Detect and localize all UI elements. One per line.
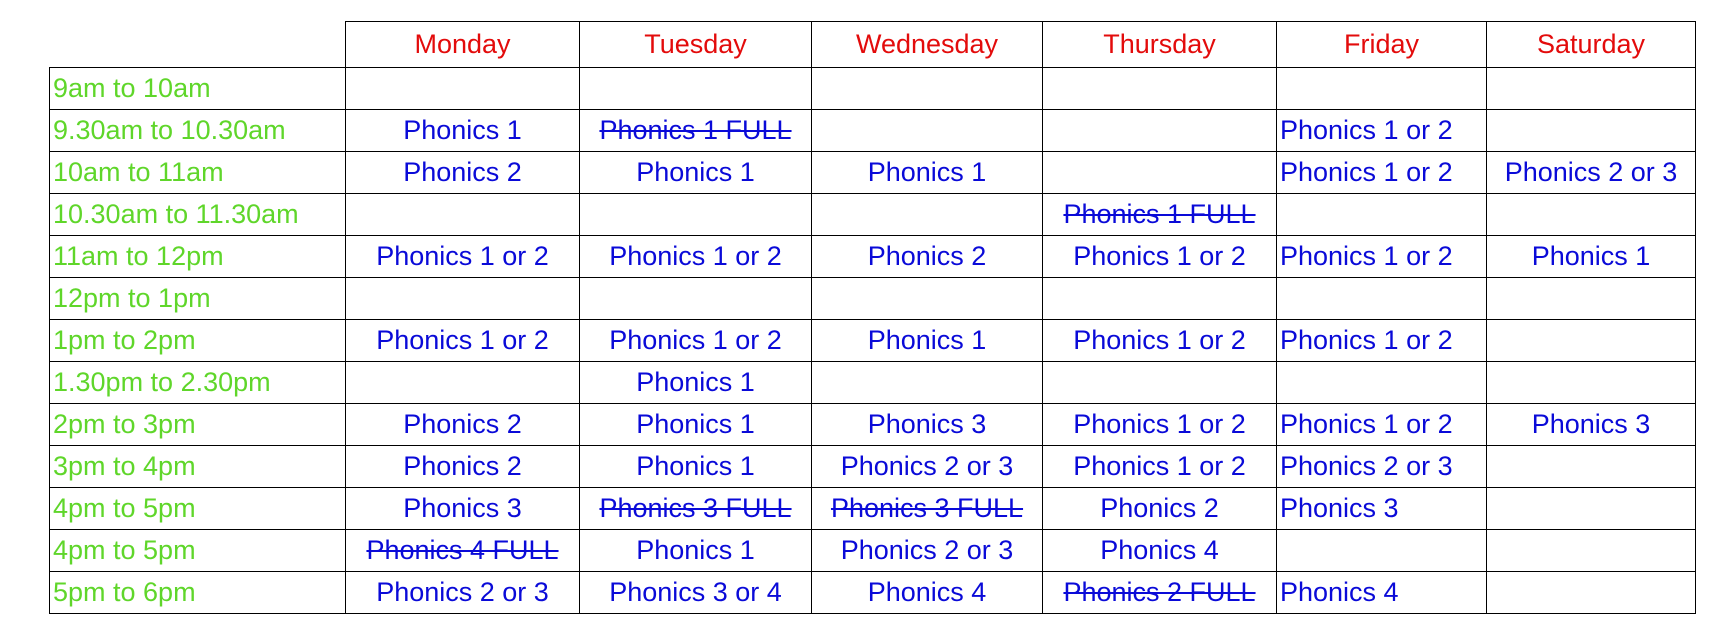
time-slot-label: 10.30am to 11.30am xyxy=(50,194,346,236)
class-cell-wednesday xyxy=(812,68,1043,110)
class-cell-monday xyxy=(346,68,580,110)
class-cell-tuesday: Phonics 1 FULL xyxy=(580,110,812,152)
class-cell-tuesday: Phonics 3 FULL xyxy=(580,488,812,530)
class-cell-thursday: Phonics 1 or 2 xyxy=(1043,236,1277,278)
class-cell-thursday xyxy=(1043,152,1277,194)
class-cell-monday: Phonics 3 xyxy=(346,488,580,530)
class-cell-friday xyxy=(1277,68,1487,110)
table-row xyxy=(50,362,1696,404)
class-cell-friday: Phonics 1 or 2 xyxy=(1277,110,1487,152)
class-cell-monday: Phonics 2 xyxy=(346,446,580,488)
class-cell-saturday xyxy=(1487,68,1696,110)
class-cell-thursday xyxy=(1043,110,1277,152)
class-cell-wednesday: Phonics 1 xyxy=(812,152,1043,194)
timetable xyxy=(49,21,1696,614)
class-cell-tuesday: Phonics 3 or 4 xyxy=(580,572,812,614)
class-cell-friday xyxy=(1277,530,1487,572)
class-cell-tuesday xyxy=(580,68,812,110)
table-row xyxy=(50,488,1696,530)
class-cell-tuesday xyxy=(580,278,812,320)
class-cell-wednesday: Phonics 2 xyxy=(812,236,1043,278)
table-row xyxy=(50,404,1696,446)
class-cell-saturday xyxy=(1487,110,1696,152)
class-cell-thursday: Phonics 4 xyxy=(1043,530,1277,572)
table-row xyxy=(50,194,1696,236)
time-slot-label: 12pm to 1pm xyxy=(50,278,346,320)
class-cell-friday: Phonics 1 or 2 xyxy=(1277,152,1487,194)
class-cell-friday xyxy=(1277,362,1487,404)
class-cell-saturday: Phonics 1 xyxy=(1487,236,1696,278)
class-cell-monday: Phonics 1 xyxy=(346,110,580,152)
class-cell-tuesday: Phonics 1 or 2 xyxy=(580,320,812,362)
class-cell-friday: Phonics 1 or 2 xyxy=(1277,404,1487,446)
class-cell-tuesday: Phonics 1 xyxy=(580,362,812,404)
table-row xyxy=(50,152,1696,194)
class-cell-tuesday: Phonics 1 or 2 xyxy=(580,236,812,278)
class-cell-friday: Phonics 1 or 2 xyxy=(1277,320,1487,362)
table-row xyxy=(50,446,1696,488)
class-cell-saturday xyxy=(1487,362,1696,404)
class-cell-monday xyxy=(346,194,580,236)
class-cell-saturday xyxy=(1487,278,1696,320)
class-cell-monday: Phonics 4 FULL xyxy=(346,530,580,572)
time-slot-label: 1pm to 2pm xyxy=(50,320,346,362)
time-slot-label: 10am to 11am xyxy=(50,152,346,194)
corner-cell xyxy=(50,22,346,68)
day-header-wednesday: Wednesday xyxy=(812,22,1043,68)
table-row xyxy=(50,110,1696,152)
time-slot-label: 3pm to 4pm xyxy=(50,446,346,488)
class-cell-monday: Phonics 1 or 2 xyxy=(346,236,580,278)
class-cell-saturday xyxy=(1487,446,1696,488)
table-row xyxy=(50,572,1696,614)
class-cell-friday xyxy=(1277,194,1487,236)
class-cell-tuesday: Phonics 1 xyxy=(580,404,812,446)
class-cell-thursday xyxy=(1043,68,1277,110)
time-slot-label: 9.30am to 10.30am xyxy=(50,110,346,152)
class-cell-friday xyxy=(1277,278,1487,320)
class-cell-wednesday xyxy=(812,278,1043,320)
class-cell-monday xyxy=(346,278,580,320)
time-slot-label: 9am to 10am xyxy=(50,68,346,110)
class-cell-tuesday: Phonics 1 xyxy=(580,446,812,488)
class-cell-wednesday: Phonics 3 FULL xyxy=(812,488,1043,530)
time-slot-label: 5pm to 6pm xyxy=(50,572,346,614)
table-row xyxy=(50,68,1696,110)
class-cell-wednesday: Phonics 1 xyxy=(812,320,1043,362)
class-cell-friday: Phonics 2 or 3 xyxy=(1277,446,1487,488)
class-cell-wednesday: Phonics 4 xyxy=(812,572,1043,614)
class-cell-saturday xyxy=(1487,320,1696,362)
table-row xyxy=(50,236,1696,278)
day-header-tuesday: Tuesday xyxy=(580,22,812,68)
day-header-saturday: Saturday xyxy=(1487,22,1696,68)
class-cell-wednesday: Phonics 3 xyxy=(812,404,1043,446)
class-cell-wednesday: Phonics 2 or 3 xyxy=(812,530,1043,572)
class-cell-saturday xyxy=(1487,194,1696,236)
class-cell-wednesday xyxy=(812,110,1043,152)
table-row xyxy=(50,530,1696,572)
class-cell-thursday xyxy=(1043,278,1277,320)
table-row xyxy=(50,320,1696,362)
class-cell-thursday: Phonics 1 or 2 xyxy=(1043,320,1277,362)
class-cell-wednesday xyxy=(812,194,1043,236)
time-slot-label: 11am to 12pm xyxy=(50,236,346,278)
class-cell-saturday xyxy=(1487,488,1696,530)
class-cell-monday xyxy=(346,362,580,404)
time-slot-label: 4pm to 5pm xyxy=(50,488,346,530)
class-cell-friday: Phonics 4 xyxy=(1277,572,1487,614)
class-cell-tuesday: Phonics 1 xyxy=(580,530,812,572)
class-cell-wednesday: Phonics 2 or 3 xyxy=(812,446,1043,488)
class-cell-tuesday xyxy=(580,194,812,236)
day-header-monday: Monday xyxy=(346,22,580,68)
class-cell-thursday xyxy=(1043,362,1277,404)
time-slot-label: 4pm to 5pm xyxy=(50,530,346,572)
class-cell-monday: Phonics 2 or 3 xyxy=(346,572,580,614)
class-cell-thursday: Phonics 2 FULL xyxy=(1043,572,1277,614)
class-cell-saturday: Phonics 2 or 3 xyxy=(1487,152,1696,194)
time-slot-label: 1.30pm to 2.30pm xyxy=(50,362,346,404)
time-slot-label: 2pm to 3pm xyxy=(50,404,346,446)
class-cell-saturday xyxy=(1487,530,1696,572)
class-cell-wednesday xyxy=(812,362,1043,404)
class-cell-monday: Phonics 2 xyxy=(346,404,580,446)
class-cell-friday: Phonics 3 xyxy=(1277,488,1487,530)
class-cell-thursday: Phonics 1 or 2 xyxy=(1043,404,1277,446)
class-cell-monday: Phonics 2 xyxy=(346,152,580,194)
class-cell-tuesday: Phonics 1 xyxy=(580,152,812,194)
day-header-friday: Friday xyxy=(1277,22,1487,68)
day-header-thursday: Thursday xyxy=(1043,22,1277,68)
class-cell-friday: Phonics 1 or 2 xyxy=(1277,236,1487,278)
table-row xyxy=(50,278,1696,320)
class-cell-saturday xyxy=(1487,572,1696,614)
class-cell-saturday: Phonics 3 xyxy=(1487,404,1696,446)
class-cell-thursday: Phonics 1 FULL xyxy=(1043,194,1277,236)
day-header-row xyxy=(50,22,1696,68)
class-cell-monday: Phonics 1 or 2 xyxy=(346,320,580,362)
class-cell-thursday: Phonics 2 xyxy=(1043,488,1277,530)
class-cell-thursday: Phonics 1 or 2 xyxy=(1043,446,1277,488)
